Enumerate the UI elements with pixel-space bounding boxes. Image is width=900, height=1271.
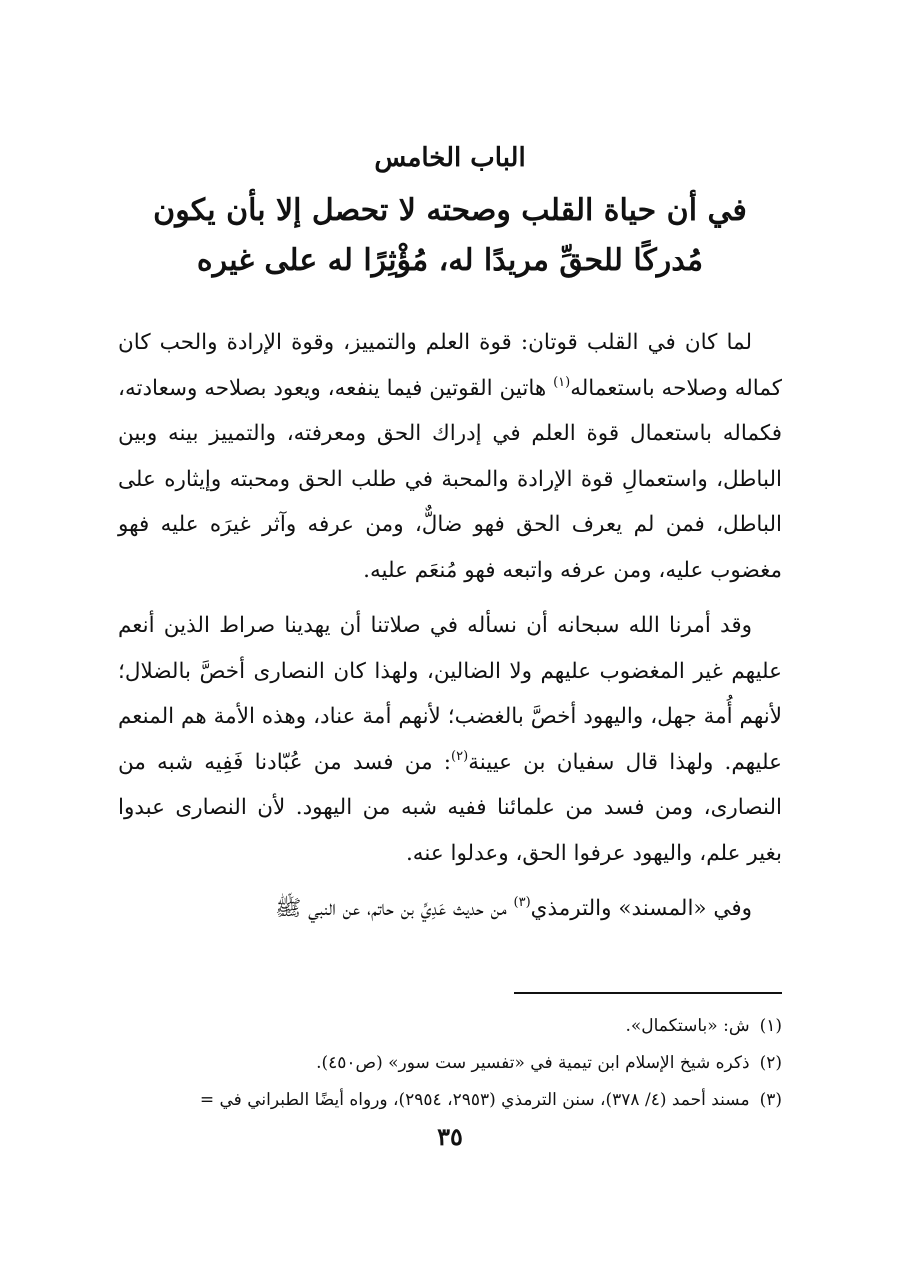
footnote-divider [514,992,782,994]
footnote-ref-1[interactable]: (١) [553,374,571,390]
footnote-3 [118,1082,782,1119]
footnote-number: (٢) [759,1053,782,1073]
footnote-ref-3[interactable]: (٣) [513,895,531,910]
footnote-2 [118,1045,782,1082]
paragraph-1 [118,320,782,593]
paragraph-2 [118,603,782,876]
footnote-text: مسند أحمد (٤/ ٣٧٨)، سنن الترمذي (٢٩٥٣، ٢٩٥٤)، ورواه أيضًا الطبراني في = [199,1090,750,1110]
footnote-ref-2[interactable]: (٢) [451,748,469,764]
footnote-number: (١) [759,1016,782,1036]
paragraph-3-part-b: من حديث عَدِيِّ بن حاتم، عن النبي ﷺ [275,896,514,921]
footnote-text: ش: «باستكمال». [625,1016,750,1036]
footnote-text: ذكره شيخ الإسلام ابن تيمية في «تفسير ست سور» (ص٤٥٠). [316,1053,750,1073]
paragraph-3 [118,886,782,932]
footnotes [118,1008,782,1119]
footnote-1 [118,1008,782,1045]
body-text [118,320,782,942]
page-number: ٣٥ [437,1122,463,1151]
paragraph-1-part-b: هاتين القوتين فيما ينفعه، ويعود بصلاحه وسعادته، فكماله باستعمال قوة العلم في إدراك الحق ومعرفته، والتمييز بينه وبين الباطل، واستعمالِ قوة الإرادة والمحبة في طلب الحق ومحبته وإيثاره على الباطل، فمن لم يعرف الحق فهو ضالٌّ، ومن عرفه وآثر غيرَه عليه فهو مغضوب عليه، ومن عرفه واتبعه فهو مُنعَم عليه. [118,375,782,583]
chapter-title [120,186,780,286]
chapter-title-line-1: في أن حياة القلب وصحته لا تحصل إلا بأن يكون [153,193,747,228]
paragraph-1-part-a: لما كان في القلب قوتان: قوة العلم والتمييز، وقوة الإرادة والحب كان كماله وصلاحه باستعماله [118,330,782,401]
chapter-title-line-2: مُدركًا للحقِّ مريدًا له، مُؤْثِرًا له على غيره [196,243,704,278]
paragraph-2-part-b: : من فسد من عُبّادنا فَفِيه شبه من النصارى، ومن فسد من علمائنا ففيه شبه من اليهود. لأن النصارى عبدوا بغير علم، واليهود عرفوا الحق، وعدلوا عنه. [118,749,782,866]
paragraph-2-part-a: وقد أمرنا الله سبحانه أن نسأله في صلاتنا أن يهدينا صراط الذين أنعم عليهم غير المغضوب عليهم ولا الضالين، ولهذا كان النصارى أخصَّ بالضلال؛ لأنهم أُمة جهل، واليهود أخصَّ بالغضب؛ لأنهم أمة عناد، وهذه الأمة هم المنعم عليهم. ولهذا قال سفيان بن عيينة [118,613,782,775]
paragraph-3-part-a: وفي «المسند» والترمذي [530,896,752,921]
chapter-label: الباب الخامس [374,143,526,173]
footnote-number: (٣) [759,1090,782,1110]
